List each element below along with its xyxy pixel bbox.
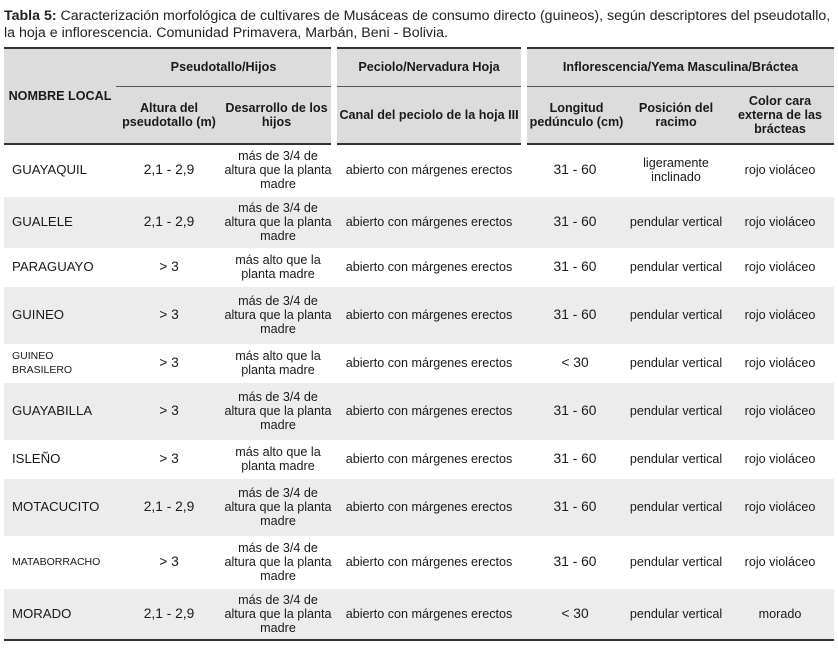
cell-posicion: pendular vertical [626,588,726,640]
cell-nombre: GUALELE [4,196,116,248]
cell-canal: abierto con márgenes erectos [334,144,524,196]
cell-longitud: 31 - 60 [524,196,626,248]
header-longitud: Longitud pedúnculo (cm) [524,86,626,144]
cell-canal: abierto con márgenes erectos [334,588,524,640]
table-row [4,588,834,640]
cell-color: rojo violáceo [726,478,834,536]
cell-color: rojo violáceo [726,196,834,248]
cell-longitud: 31 - 60 [524,382,626,440]
cell-desarrollo: más alto que la planta madre [222,344,334,382]
table-row [4,440,834,478]
cell-desarrollo: más de 3/4 de altura que la planta madre [222,286,334,344]
header-group-peciolo: Peciolo/Nervadura Hoja [334,48,524,86]
header-canal: Canal del peciolo de la hoja III [334,86,524,144]
cell-altura: 2,1 - 2,9 [116,588,222,640]
header-desarrollo: Desarrollo de los hijos [222,86,334,144]
cell-altura: 2,1 - 2,9 [116,478,222,536]
cell-posicion: pendular vertical [626,440,726,478]
cell-altura: > 3 [116,382,222,440]
cell-color: rojo violáceo [726,144,834,196]
table-row [4,382,834,440]
table-row [4,144,834,196]
table-caption [4,8,834,42]
cell-desarrollo: más alto que la planta madre [222,248,334,286]
cell-canal: abierto con márgenes erectos [334,286,524,344]
cell-desarrollo: más de 3/4 de altura que la planta madre [222,588,334,640]
cell-longitud: 31 - 60 [524,536,626,588]
caption-text: Caracterización morfológica de cultivares de Musáceas de consumo directo (guineos), según descriptores del pseudotallo, la hoja e inflorescencia. Comunidad Primavera, Marbán, Beni - Bolivia. [4,8,831,41]
cell-color: rojo violáceo [726,536,834,588]
cell-desarrollo: más de 3/4 de altura que la planta madre [222,144,334,196]
cell-longitud: 31 - 60 [524,478,626,536]
cell-altura: 2,1 - 2,9 [116,144,222,196]
table-row [4,536,834,588]
cell-desarrollo: más de 3/4 de altura que la planta madre [222,478,334,536]
cell-nombre: ISLEÑO [4,440,116,478]
cell-nombre: MORADO [4,588,116,640]
cell-posicion: pendular vertical [626,286,726,344]
cell-longitud: 31 - 60 [524,286,626,344]
cell-nombre: MATABORRACHO [4,536,116,588]
cell-nombre: MOTACUCITO [4,478,116,536]
cell-nombre: GUAYABILLA [4,382,116,440]
table-row [4,344,834,382]
cell-altura: > 3 [116,248,222,286]
cultivar-table [4,47,834,641]
cell-canal: abierto con márgenes erectos [334,248,524,286]
cell-nombre: PARAGUAYO [4,248,116,286]
cell-nombre: GUINEO BRASILERO [4,344,116,382]
table-row [4,478,834,536]
cell-desarrollo: más alto que la planta madre [222,440,334,478]
cell-altura: > 3 [116,344,222,382]
header-color: Color cara externa de las brácteas [726,86,834,144]
cell-longitud: < 30 [524,344,626,382]
cell-longitud: 31 - 60 [524,144,626,196]
header-nombre-local: NOMBRE LOCAL [4,48,116,144]
table-row [4,196,834,248]
cell-posicion: pendular vertical [626,478,726,536]
table-row [4,248,834,286]
cell-altura: > 3 [116,286,222,344]
cell-posicion: pendular vertical [626,248,726,286]
cell-altura: > 3 [116,536,222,588]
cell-nombre: GUINEO [4,286,116,344]
cell-canal: abierto con márgenes erectos [334,478,524,536]
cell-desarrollo: más de 3/4 de altura que la planta madre [222,382,334,440]
cell-color: rojo violáceo [726,382,834,440]
header-posicion: Posición del racimo [626,86,726,144]
cell-canal: abierto con márgenes erectos [334,382,524,440]
cell-posicion: pendular vertical [626,536,726,588]
header-altura: Altura del pseudotallo (m) [116,86,222,144]
cell-canal: abierto con márgenes erectos [334,440,524,478]
cell-longitud: 31 - 60 [524,440,626,478]
cell-altura: 2,1 - 2,9 [116,196,222,248]
cell-posicion: pendular vertical [626,196,726,248]
cell-nombre: GUAYAQUIL [4,144,116,196]
header-group-inflorescencia: Inflorescencia/Yema Masculina/Bráctea [524,48,834,86]
cell-desarrollo: más de 3/4 de altura que la planta madre [222,196,334,248]
cell-posicion: pendular vertical [626,344,726,382]
caption-label: Tabla 5: [4,8,57,24]
cell-color: rojo violáceo [726,344,834,382]
table-row [4,286,834,344]
cell-canal: abierto con márgenes erectos [334,196,524,248]
cell-posicion: ligeramente inclinado [626,144,726,196]
cell-canal: abierto con márgenes erectos [334,536,524,588]
table-body [4,144,834,640]
header-group-pseudotallo: Pseudotallo/Hijos [116,48,334,86]
cell-color: morado [726,588,834,640]
cell-color: rojo violáceo [726,286,834,344]
cell-canal: abierto con márgenes erectos [334,344,524,382]
cell-color: rojo violáceo [726,248,834,286]
cell-longitud: < 30 [524,588,626,640]
cell-color: rojo violáceo [726,440,834,478]
cell-posicion: pendular vertical [626,382,726,440]
cell-altura: > 3 [116,440,222,478]
cell-desarrollo: más de 3/4 de altura que la planta madre [222,536,334,588]
cell-longitud: 31 - 60 [524,248,626,286]
